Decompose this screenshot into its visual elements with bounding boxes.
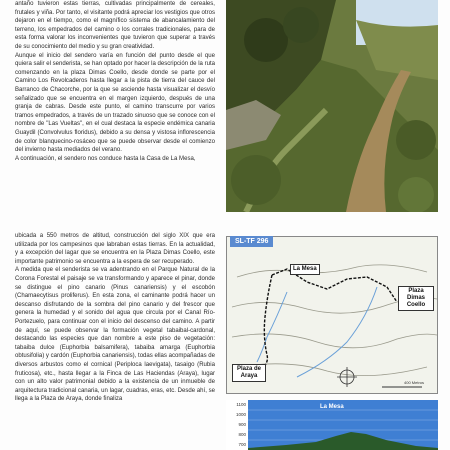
text-column-bottom [15, 232, 215, 450]
paragraph: A medida que el senderista se va adentrando en el Parque Natural de la Corona Forestal el paisaje se va transformando y aparece el pinar, donde se distingue el pino canario (Pinus canariensis) y el escobón (Chamaecytisus proliferus). En esta zona, el caminante podrá hacer un descanso disfrutando de la sombra del pino canario y del frescor que genera la humedad y el sonido del agua que circula por el Canal Río-Portezuelo, para continuar con el inicio del descenso del camino. A partir de aquí, se puede observar la formación vegetal tabaibal-cardonal, destacando las especies que dan nombre a este piso de vegetación: tabaiba dulce (Euphorbia balsamifera), tabaiba amarga (Euphorbia obtusifolia) y cardón (Euphorbia canariensis), todas ellas acompañadas de diversos arbustos como el cornical (Periploca laevigata), tasaigo (Rubia fruticosa), etc., hasta llegar a la Finca de Las Haciendas (Araya), lugar con un alto valor patrimonial debido a la existencia de un inmueble de arquitectura tradicional canaria, un lagar, cuadras, eras, etc. Desde ahí, se llega a la Plaza de Araya, donde finaliza [15, 267, 215, 403]
map-label-plaza-araya: Plaza de Araya [232, 364, 266, 382]
paragraph: antaño tuvieron estas tierras, cultivadas principalmente de cereales, frutales y viña. Por tanto, el visitante podrá apreciar los vestigios que otros dejaron en el tiempo, como el magnífico sistema de abancalamiento del terreno, los empedrados del camino o los corrales tradicionales, para de esta forma valorar los inconvenientes que tuvieron que superar a través de su conocimiento del medio y su gran creatividad. [15, 1, 215, 50]
map-scale-label: 400 Metros [404, 380, 425, 385]
route-code-badge: SL-TF 296 [230, 236, 273, 247]
map-label-plaza-dimas: Plaza Dimas Coello [398, 286, 434, 311]
text-column-top [15, 0, 215, 210]
map-label-la-mesa: La Mesa [290, 264, 320, 275]
trail-photo-illustration [226, 0, 438, 212]
profile-tick: 700 [238, 442, 246, 447]
paragraph: A continuación, el sendero nos conduce hasta la Casa de La Mesa, [15, 155, 196, 162]
profile-tick: 900 [238, 422, 246, 427]
profile-tick: 1000 [235, 412, 246, 417]
trail-photo [226, 0, 438, 212]
paragraph: Aunque el inicio del sendero varía en función del punto desde el que quiera salir el senderista, se han optado por hacer la descripción de la ruta comenzando en la plaza Dimas Coello, desde donde se parte por el Camino Los Revolcaderos hasta llegar a la pista de tierra del cauce del Barranco de Chacorche, por la que se asciende hasta visualizar el desvío señalizado que se encuentra en el margen izquierdo, después de una granja de cabras. Desde este punto, el camino transcurre por varios tramos empedrados, a través de un trazado sinuoso que se conoce con el nombre de "Las Vueltas", en el cual destaca la especie endémica canaria Guaydil (Convolvulus floridus), debido a su densa y vistosa inflorescencia de color blanquecino-rosáceo que se puede observar desde el comienzo del invierno hasta mediados del verano. [15, 52, 215, 154]
profile-tick: 800 [238, 432, 246, 437]
paragraph: ubicada a 550 metros de altitud, construcción del siglo XIX que era utilizada por los campesinos que labraban estas tierras. En la actualidad, y a excepción del lagar que se encuentra en la Plaza Dimas Coello, este importante patrimonio se encuentra a la espera de ser recuperado. [15, 233, 215, 265]
profile-tick: 1100 [236, 402, 246, 407]
profile-title: La Mesa [320, 404, 344, 410]
profile-axis [226, 400, 248, 450]
